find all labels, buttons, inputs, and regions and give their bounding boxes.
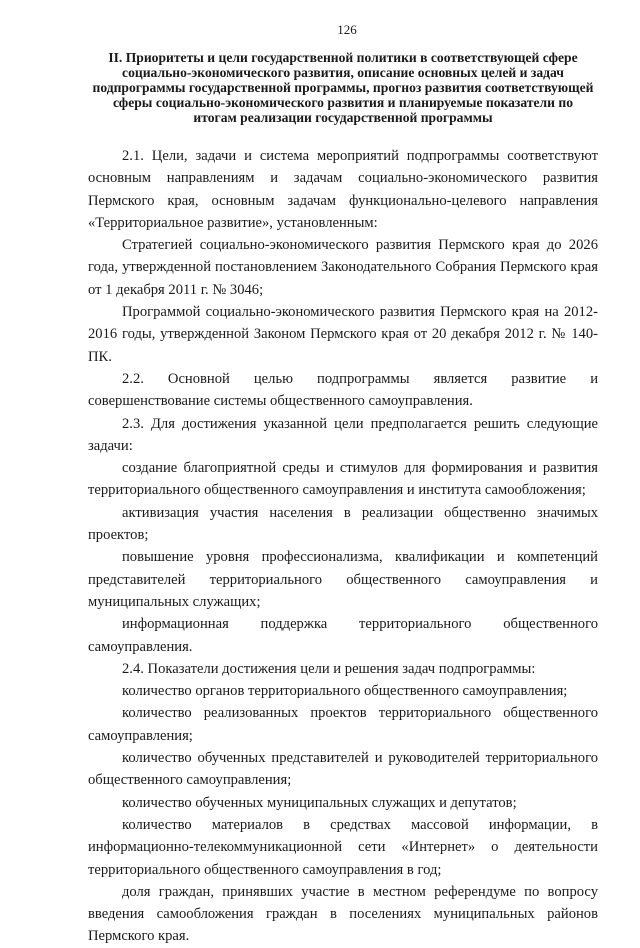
section-heading: II. Приоритеты и цели государственной политики в соответствующей сфере социально-экономического развития, описание основных целей и задач подпрограммы государственной программы, прогноз развития соответствующей сферы социально-экономического развития и планируемые показатели по итогам реализации государственной программы — [92, 50, 594, 125]
list-item: количество обученных муниципальных служащих и депутатов; — [122, 794, 517, 811]
list-item: количество материалов в средствах массовой информации, в информационно-телекоммуникационной сети «Интернет» о деятельности территориального общественного самоуправления в год; — [88, 816, 598, 878]
list-item: доля граждан, принявших участие в местном референдуме по вопросу введения самообложения граждан в поселениях муниципальных районов Пермского края. — [88, 883, 598, 945]
list-item: количество обученных представителей и руководителей территориального общественного самоуправления; — [88, 750, 598, 789]
paragraph: 2.3. Для достижения указанной цели предполагается решить следующие задачи: — [88, 415, 598, 454]
list-item: создание благоприятной среды и стимулов для формирования и развития территориального общественного самоуправления и института самообложения; — [88, 460, 598, 499]
list-item: активизация участия населения в реализации общественно значимых проектов; — [88, 504, 598, 544]
list-item: количество органов территориального общественного самоуправления; — [122, 683, 568, 700]
paragraph: 2.1. Цели, задачи и система мероприятий подпрограммы соответствуют основным направлениям и задачам социально-экономического развития Пермского края, основным задачам функционально-целевого направления «Территориальное развитие», установленным: — [88, 148, 598, 231]
paragraph: 2.4. Показатели достижения цели и решения задач подпрограммы: — [122, 660, 536, 677]
paragraph: Программой социально-экономического развития Пермского края на 2012-2016 годы, утвержденной Законом Пермского края от 20 декабря 2012 г. № 140-ПК. — [88, 304, 598, 365]
page-number: 126 — [337, 22, 357, 37]
list-item: повышение уровня профессионализма, квалификации и компетенций представителей территориального общественного самоуправления и муниципальных служащих; — [88, 549, 598, 610]
list-item: информационная поддержка территориального общественного самоуправления. — [88, 616, 598, 655]
body-text — [88, 145, 598, 948]
document-page — [88, 22, 598, 948]
paragraph: 2.2. Основной целью подпрограммы является развитие и совершенствование системы общественного самоуправления. — [88, 370, 598, 410]
paragraph: Стратегией социально-экономического развития Пермского края до 2026 года, утвержденной постановлением Законодательного Собрания Пермского края от 1 декабря 2011 г. № 3046; — [88, 237, 598, 298]
list-item: количество реализованных проектов территориального общественного самоуправления; — [88, 705, 598, 744]
